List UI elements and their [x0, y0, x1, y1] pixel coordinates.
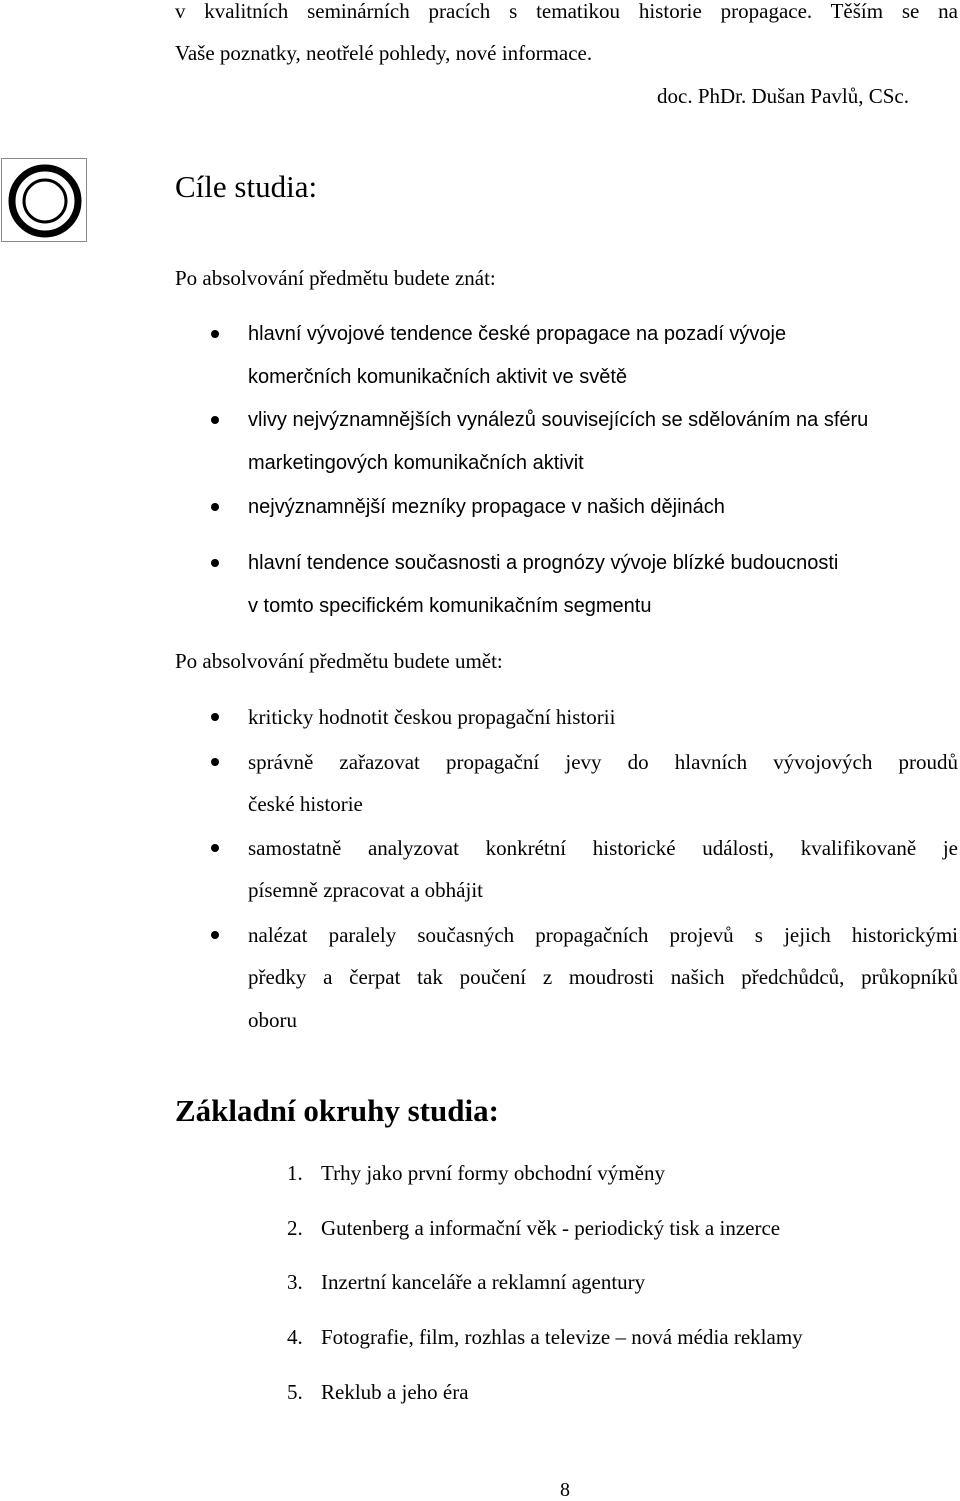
know-item-1-line-1: hlavní vývojové tendence české propagace na pozadí vývoje [248, 323, 787, 345]
do-item-4-line-3: oboru [248, 1008, 297, 1032]
topic-number: 1. [287, 1161, 303, 1185]
know-item-4-line-2: v tomto specifickém komunikačním segmentu [248, 595, 652, 617]
topic-number: 3. [287, 1270, 303, 1294]
do-item-2-line-1: správně zařazovat propagační jevy do hlavních vývojových proudů [248, 750, 958, 774]
do-item-3-line-1: samostatně analyzovat konkrétní historické události, kvalifikovaně je [248, 836, 958, 860]
know-item-2-line-1: vlivy nejvýznamnějších vynálezů souvisejících se sdělováním na sféru [248, 409, 869, 431]
know-item-2-line-2: marketingových komunikačních aktivit [248, 452, 584, 474]
do-item-4-line-1: nalézat paralely současných propagačních projevů s jejich historickými [248, 923, 958, 947]
intro-line-1: v kvalitních seminárních pracích s tematikou historie propagace. Těším se na [175, 0, 958, 23]
do-item-2-line-2: české historie [248, 792, 363, 816]
topic-item: Fotografie, film, rozhlas a televize – nová média reklamy [321, 1325, 803, 1349]
know-item-1-line-2: komerčních komunikačních aktivit ve světě [248, 366, 628, 388]
target-icon [1, 158, 87, 242]
topic-number: 2. [287, 1216, 303, 1240]
author-signature: doc. PhDr. Dušan Pavlů, CSc. [657, 84, 909, 108]
bullet-icon [211, 713, 219, 721]
topic-item: Inzertní kanceláře a reklamní agentury [321, 1270, 646, 1294]
topic-item: Gutenberg a informační věk - periodický tisk a inzerce [321, 1216, 781, 1240]
do-item-4-line-2: předky a čerpat tak poučení z moudrosti našich předchůdců, průkopníků [248, 965, 958, 989]
do-heading: Po absolvování předmětu budete umět: [175, 649, 503, 673]
bullet-icon [211, 844, 219, 852]
do-item-1-line-1: kriticky hodnotit českou propagační historii [248, 705, 616, 729]
bullet-icon [211, 416, 219, 424]
bullet-icon [211, 330, 219, 338]
goals-heading: Cíle studia: [175, 169, 318, 204]
bullet-icon [211, 931, 219, 939]
topic-number: 5. [287, 1380, 303, 1404]
know-item-4-line-1: hlavní tendence současnosti a prognózy vývoje blízké budoucnosti [248, 552, 839, 574]
know-heading: Po absolvování předmětu budete znát: [175, 266, 496, 290]
do-item-3-line-2: písemně zpracovat a obhájit [248, 878, 483, 902]
page-number: 8 [560, 1479, 570, 1501]
topics-heading: Základní okruhy studia: [175, 1093, 499, 1128]
know-item-3-line-1: nejvýznamnější mezníky propagace v našich dějinách [248, 496, 725, 518]
topic-item: Reklub a jeho éra [321, 1380, 469, 1404]
topic-number: 4. [287, 1325, 303, 1349]
bullet-icon [211, 758, 219, 766]
bullet-icon [211, 503, 219, 511]
intro-line-2: Vaše poznatky, neotřelé pohledy, nové informace. [175, 41, 593, 65]
bullet-icon [211, 559, 219, 567]
topic-item: Trhy jako první formy obchodní výměny [321, 1161, 665, 1185]
